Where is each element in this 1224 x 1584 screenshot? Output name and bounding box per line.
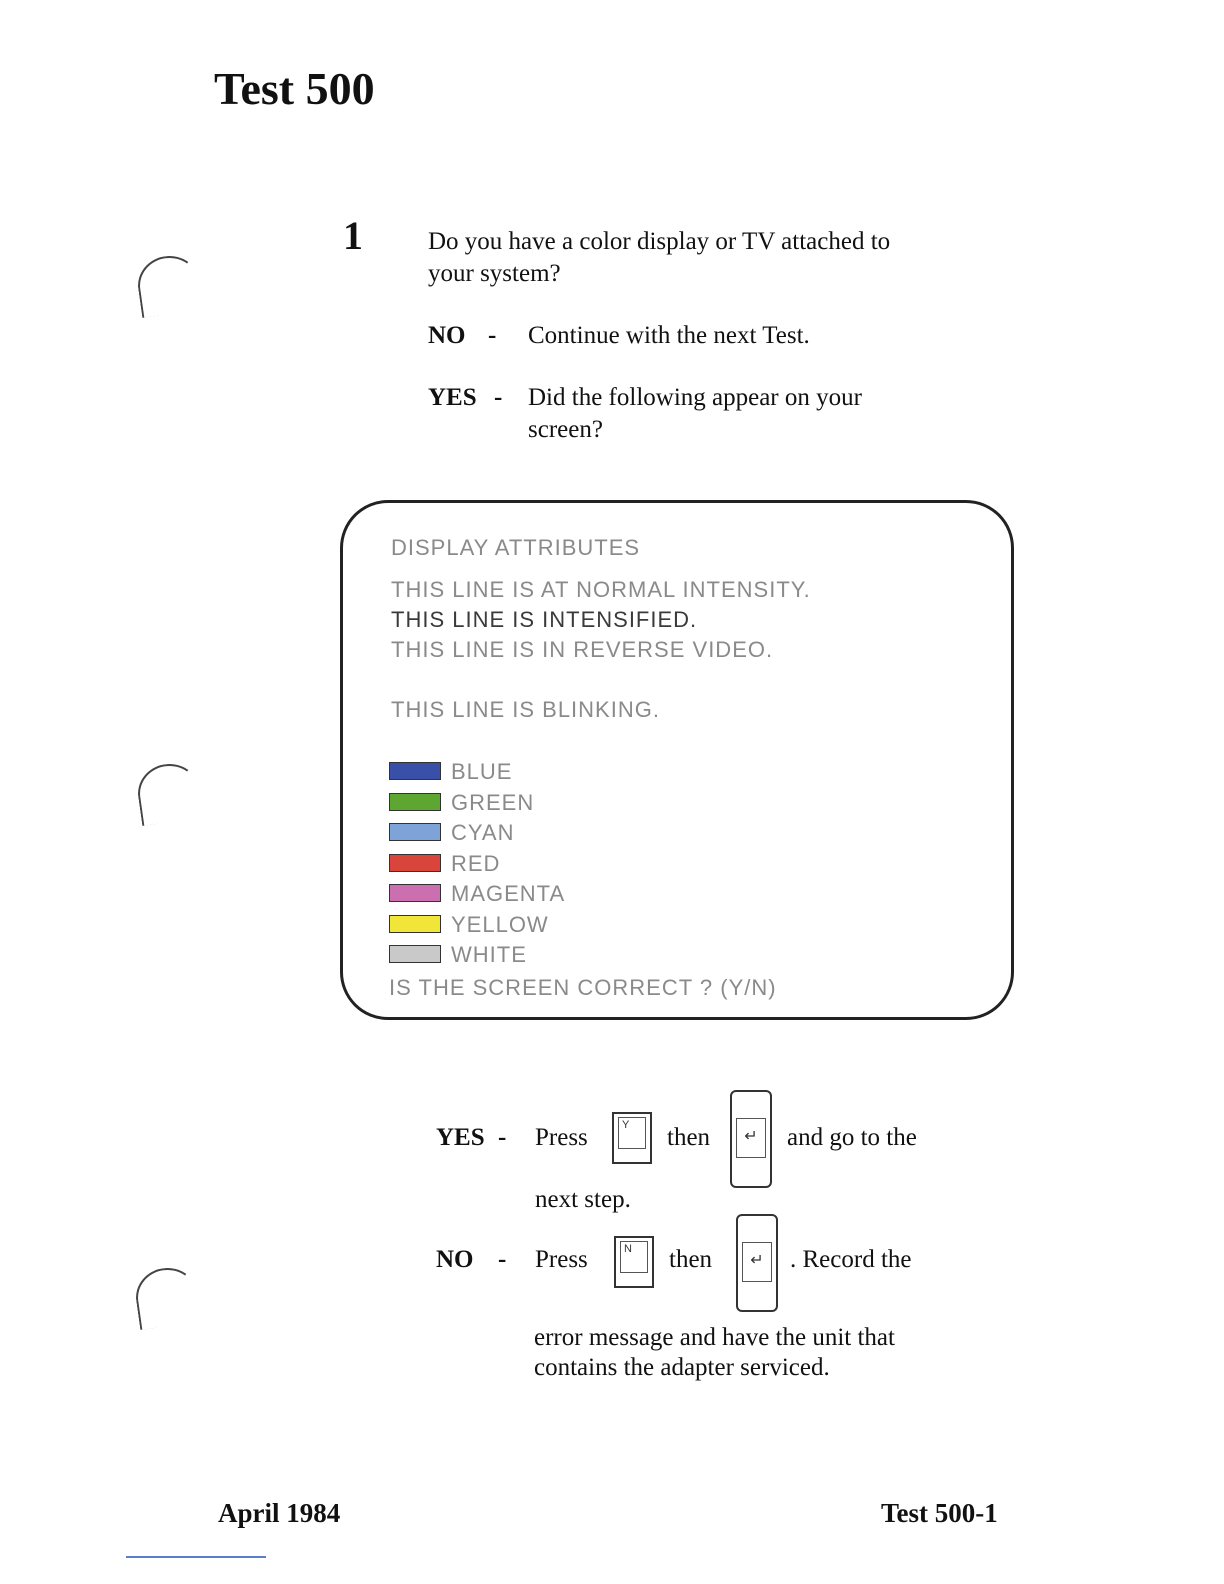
color-label-yellow: YELLOW [451,911,549,937]
no-after-text: . Record the [790,1246,912,1273]
color-swatch-yellow [389,915,441,933]
color-label-cyan: CYAN [451,820,515,845]
yes-instruction-label: YES [436,1124,485,1151]
yes-option-text-2: screen? [528,416,603,443]
no-instruction-label: NO [436,1246,474,1273]
color-label-green: GREEN [451,789,535,815]
yes-then-text: then [667,1124,711,1151]
color-swatch-blue [389,762,441,780]
enter-key-icon: ↵ [736,1214,778,1312]
color-label-white: WHITE [451,942,527,967]
yes-option-label: YES [428,384,477,411]
footer-page-id: Test 500-1 [881,1498,998,1528]
screen-prompt: IS THE SCREEN CORRECT ? (Y/N) [389,975,777,1000]
footer-rule [126,1556,266,1558]
color-label-blue: BLUE [451,759,513,784]
y-key-icon: Y [612,1112,652,1164]
display-screen-illustration [340,500,1014,1020]
no-continuation-line-2: contains the adapter serviced. [534,1354,830,1381]
no-option-text: Continue with the next Test. [528,322,810,349]
color-label-magenta: MAGENTA [451,881,566,906]
color-swatch-green [389,793,441,811]
no-option-dash: - [488,322,497,349]
screen-heading: DISPLAY ATTRIBUTES [391,535,641,560]
color-swatch-cyan [389,823,441,841]
enter-key-icon: ↵ [730,1090,772,1188]
binder-hole-icon [134,252,203,318]
yes-press-text: Press [535,1124,588,1151]
no-option-label: NO [428,322,466,349]
no-press-text: Press [535,1246,588,1273]
no-instruction-dash: - [498,1246,507,1273]
color-swatch-white [389,945,441,963]
yes-option-dash: - [494,384,503,411]
no-then-text: then [669,1246,713,1273]
page-title: Test 500 [214,63,375,114]
screen-line-blinking: THIS LINE IS BLINKING. [391,697,660,722]
binder-hole-icon [134,760,203,826]
yes-continuation-text: next step. [535,1186,631,1213]
n-key-icon: N [614,1236,654,1288]
yes-option-text-1: Did the following appear on your [528,384,862,411]
step-number: 1 [343,213,363,258]
question-line-2: your system? [428,260,561,287]
screen-line-reverse: THIS LINE IS IN REVERSE VIDEO. [391,637,774,662]
no-continuation-line-1: error message and have the unit that [534,1324,895,1351]
yes-instruction-dash: - [498,1124,507,1151]
color-swatch-magenta [389,884,441,902]
binder-hole-icon [132,1264,201,1330]
yes-after-text: and go to the [787,1124,917,1151]
color-label-red: RED [451,850,501,876]
screen-line-intensified: THIS LINE IS INTENSIFIED. [391,607,698,632]
color-swatch-red [389,854,441,872]
footer-date: April 1984 [218,1498,341,1528]
screen-line-normal: THIS LINE IS AT NORMAL INTENSITY. [391,577,811,602]
question-line-1: Do you have a color display or TV attached to [428,228,891,255]
